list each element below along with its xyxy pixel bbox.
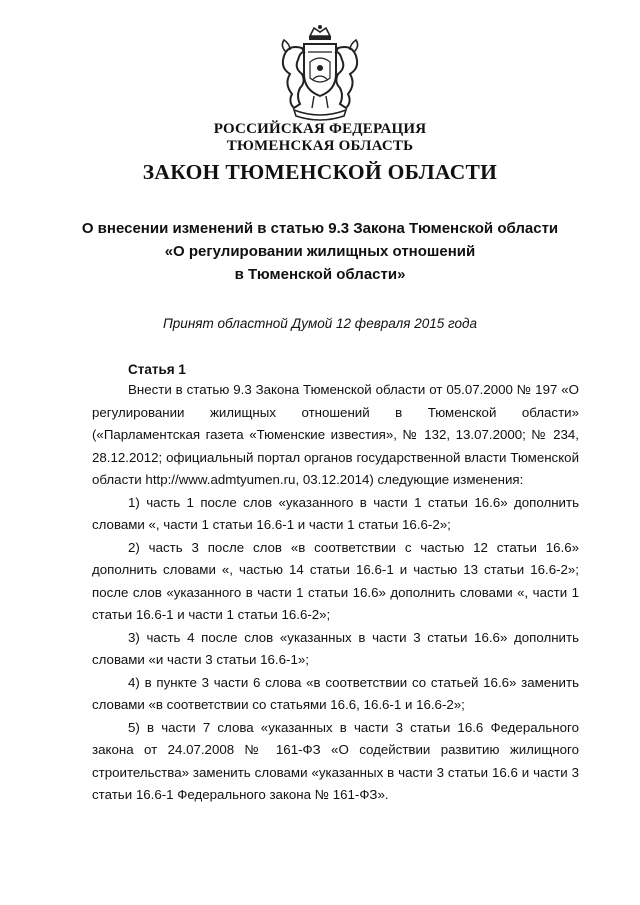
title-line-1: О внесении изменений в статью 9.3 Закона Тюменской области: [81, 220, 559, 237]
article-intro: Внести в статью 9.3 Закона Тюменской области от 05.07.2000 № 197 «О регулировании жилищных отношений в Тюменской области» («Парламентская газета «Тюменские известия», № 132, 13.07.2000; № 234, 28.12.2012; официальный портал органов государственной власти Тюменской области http://www.admtyumen.ru, 03.12.2014) следующие изменения:: [92, 382, 579, 487]
title-line-3: в Тюменской области»: [234, 266, 406, 283]
header-country: РОССИЙСКАЯ ФЕДЕРАЦИЯ: [213, 121, 427, 137]
article-body: [92, 379, 579, 807]
amendment-item: 4) в пункте 3 части 6 слова «в соответствии со статьей 16.6» заменить словами «в соответствии со статьями 16.6, 16.6-1 и 16.6-2»;: [92, 674, 579, 712]
article-heading: Статья 1: [128, 362, 186, 377]
law-heading: ЗАКОН ТЮМЕНСКОЙ ОБЛАСТИ: [142, 160, 498, 184]
law-title: [60, 217, 580, 286]
coat-of-arms-icon: [270, 22, 370, 122]
amendment-item: 1) часть 1 после слов «указанного в части 1 статьи 16.6» дополнить словами «, части 1 статьи 16.6-1 и части 1 статьи 16.6-2»;: [92, 494, 579, 532]
amendment-item: 3) часть 4 после слов «указанных в части 3 статьи 16.6» дополнить словами «и части 3 статьи 16.6-1»;: [92, 629, 579, 667]
header-region: ТЮМЕНСКАЯ ОБЛАСТЬ: [226, 138, 414, 154]
title-line-2: «О регулировании жилищных отношений: [164, 243, 476, 260]
adoption-note: Принят областной Думой 12 февраля 2015 года: [163, 316, 477, 331]
amendment-item: 5) в части 7 слова «указанных в части 3 статьи 16.6 Федерального закона от 24.07.2008 № 161-ФЗ «О содействии развитию жилищного строительства» заменить словами «указанных в части 3 статьи 16.6 и части 3 статьи 16.6-1 Федерального закона № 161-ФЗ».: [92, 719, 579, 802]
amendment-item: 2) часть 3 после слов «в соответствии с частью 12 статьи 16.6» дополнить словами «, частью 14 статьи 16.6-1 и частью 13 статьи 16.6-2»; после слов «указанного в части 1 статьи 16.6» дополнить словами «, части 1 статьи 16.6-1 и части 1 статьи 16.6-2»;: [92, 539, 579, 622]
